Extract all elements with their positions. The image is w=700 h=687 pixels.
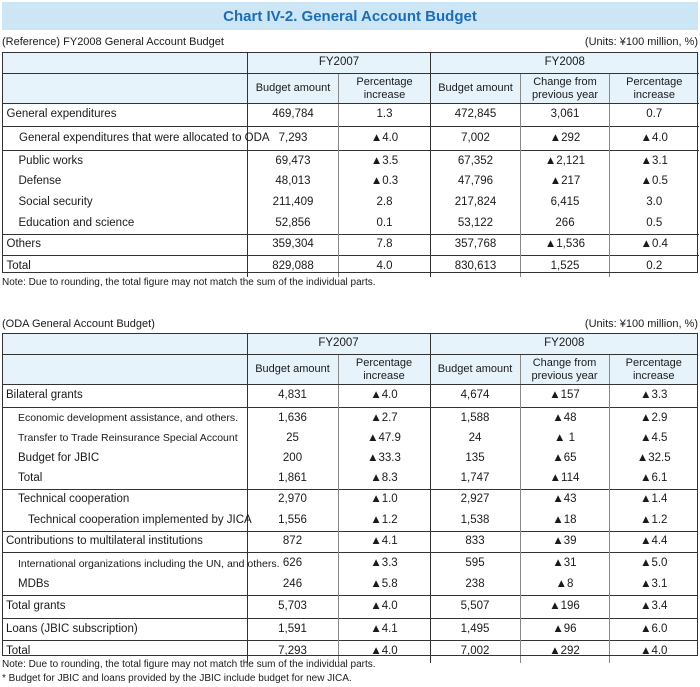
general-account-table: [2, 52, 699, 277]
table2-fy2007-header: FY2007: [247, 333, 430, 355]
table1-caption: (Reference) FY2008 General Account Budget: [2, 36, 224, 48]
oda-account-table: [2, 333, 698, 663]
table1-col-pct-2008: Percentage increase: [610, 74, 699, 104]
table-row: Economic development assistance, and others. 1,636 ▲2.7 1,588 ▲48 ▲2.9: [2, 408, 698, 429]
table1-units: (Units: ¥100 million, %): [584, 36, 698, 48]
table-row: International organizations including the UN, and others. 626 ▲3.3 595 ▲31 ▲5.0: [2, 552, 698, 575]
table1-note: Note: Due to rounding, the total figure may not match the sum of the individual parts.: [2, 277, 376, 288]
table-row: Total grants 5,703 ▲4.0 5,507 ▲196 ▲3.4: [2, 596, 698, 619]
table-row: MDBs 246 ▲5.8 238 ▲8 ▲3.1: [2, 575, 698, 596]
table-row: Education and science 52,856 0.1 53,122 266 0.5: [3, 214, 699, 235]
chart-title: Chart IV-2. General Account Budget: [223, 7, 477, 25]
table1-header-years: [3, 52, 699, 74]
table-row: Budget for JBIC 200 ▲33.3 135 ▲65 ▲32.5: [2, 449, 698, 469]
table2-col-budget-2008: Budget amount: [430, 355, 520, 385]
table2-units: (Units: ¥100 million, %): [584, 318, 698, 330]
table2-footnote: * Budget for JBIC and loans provided by the JBIC include budget for new JICA.: [2, 673, 352, 684]
table-row: General expenditures that were allocated to ODA 7,293 ▲4.0 7,002 ▲292 ▲4.0: [3, 127, 699, 151]
table2-col-pct-2007: Percentage increase: [338, 355, 430, 385]
table2-note: Note: Due to rounding, the total figure may not match the sum of the individual parts.: [2, 659, 376, 670]
table-row: Total 7,293 ▲4.0 7,002 ▲292 ▲4.0: [2, 641, 698, 663]
table2-caption-row: [2, 318, 698, 330]
chart-title-bar: [2, 2, 698, 30]
table2-header-columns: [2, 355, 698, 385]
table1-col-change-2008: Change from previous year: [521, 74, 610, 104]
table2-col-change-2008: Change from previous year: [520, 355, 609, 385]
table1-fy2008-header: FY2008: [431, 52, 699, 74]
table1-col-pct-2007: Percentage increase: [339, 74, 431, 104]
table-row: Total 829,088 4.0 830,613 1,525 0.2: [3, 256, 699, 277]
table2-col-budget-2007: Budget amount: [247, 355, 338, 385]
table-row: Technical cooperation 2,970 ▲1.0 2,927 ▲43 ▲1.4: [2, 489, 698, 510]
table-row: Bilateral grants 4,831 ▲4.0 4,674 ▲157 ▲3.3: [2, 385, 698, 408]
table2-header-years: [2, 333, 698, 355]
table-row: Public works 69,473 ▲3.5 67,352 ▲2,121 ▲3.1: [3, 151, 699, 172]
table1-fy2007-header: FY2007: [248, 52, 431, 74]
table2-fy2008-header: FY2008: [430, 333, 698, 355]
table1-col-budget-2008: Budget amount: [431, 74, 521, 104]
table-row: Technical cooperation implemented by JICA 1,556 ▲1.2 1,538 ▲18 ▲1.2: [2, 510, 698, 531]
table1-caption-row: [2, 36, 698, 48]
table-row: Social security 211,409 2.8 217,824 6,415 3.0: [3, 193, 699, 214]
table1-header-columns: [3, 74, 699, 104]
table-row: General expenditures 469,784 1.3 472,845 3,061 0.7: [3, 104, 699, 127]
table-row: Others 359,304 7.8 357,768 ▲1,536 ▲0.4: [3, 235, 699, 256]
table-row: Loans (JBIC subscription) 1,591 ▲4.1 1,495 ▲96 ▲6.0: [2, 619, 698, 641]
table-row: Total 1,861 ▲8.3 1,747 ▲114 ▲6.1: [2, 469, 698, 490]
table2-col-pct-2008: Percentage increase: [609, 355, 698, 385]
table2-caption: (ODA General Account Budget): [2, 318, 155, 330]
table1-col-budget-2007: Budget amount: [248, 74, 339, 104]
table-row: Transfer to Trade Reinsurance Special Account 25 ▲47.9 24 ▲ 1 ▲4.5: [2, 429, 698, 449]
table-row: Defense 48,013 ▲0.3 47,796 ▲217 ▲0.5: [3, 172, 699, 193]
table-row: Contributions to multilateral institutions 872 ▲4.1 833 ▲39 ▲4.4: [2, 531, 698, 552]
